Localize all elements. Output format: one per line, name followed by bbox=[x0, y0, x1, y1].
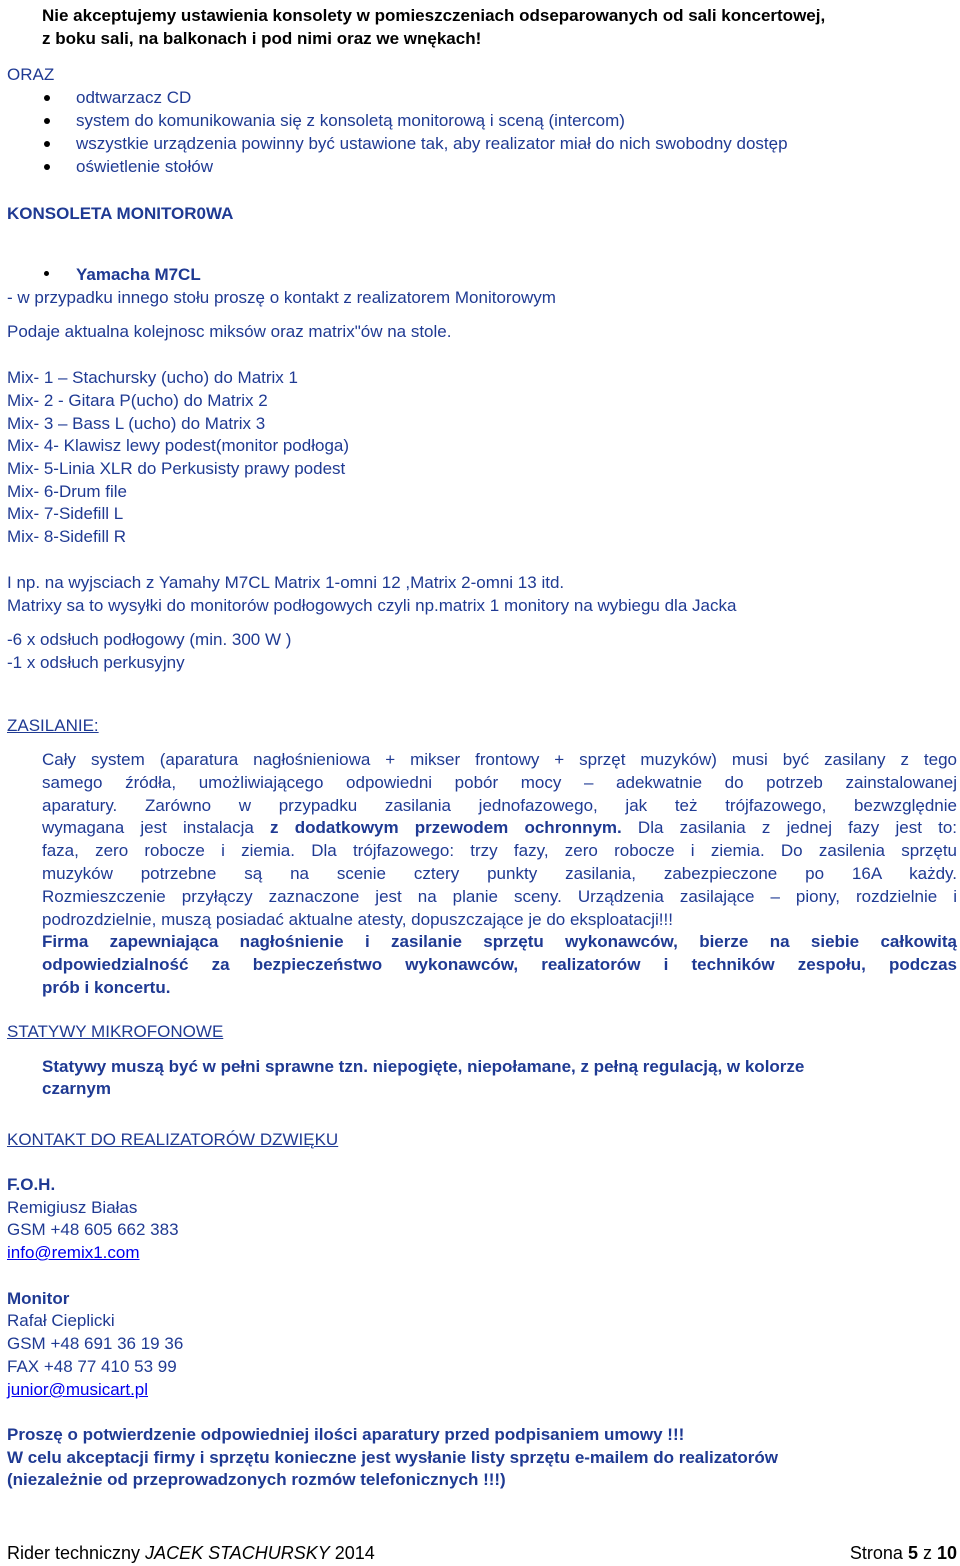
bullet-icon bbox=[44, 164, 50, 170]
text-run: Dla zasilania z jednej fazy jest to: bbox=[621, 818, 958, 838]
stands-line-2: czarnym bbox=[42, 1079, 111, 1098]
paragraph-line: aparatury. Zarówno w przypadku zasilania jednofazowego, jak też trójfazowego, bezwzględnie bbox=[42, 795, 957, 815]
list-item: Mix- 6-Drum file bbox=[7, 482, 127, 501]
list-item: odtwarzacz CD bbox=[76, 88, 192, 107]
monitor-name: Rafał Cieplicki bbox=[7, 1311, 115, 1330]
list-item: Mix- 7-Sidefill L bbox=[7, 504, 124, 523]
page-current: 5 bbox=[907, 1543, 918, 1563]
monitor-email-link[interactable]: junior@musicart.pl bbox=[7, 1380, 149, 1399]
list-item: Mix- 8-Sidefill R bbox=[7, 527, 127, 546]
monitor-requirement-2: -1 x odsłuch perkusyjny bbox=[7, 653, 185, 672]
monitor-label: Monitor bbox=[7, 1289, 70, 1308]
oraz-heading: ORAZ bbox=[7, 65, 55, 84]
paragraph-line-bold: Firma zapewniająca nagłośnienie i zasilanie sprzętu wykonawców, bierze na siebie całkowitą bbox=[42, 932, 957, 952]
contacts-heading: KONTAKT DO REALIZATORÓW DZWIĘKU bbox=[7, 1130, 339, 1149]
footer-artist: JACEK STACHURSKY bbox=[145, 1543, 330, 1563]
list-item: wszystkie urządzenia powinny być ustawione tak, aby realizator miał do nich swobodny dostęp bbox=[76, 134, 788, 153]
list-item: Mix- 4- Klawisz lewy podest(monitor podłoga) bbox=[7, 436, 350, 455]
intro-line-2: z boku sali, na balkonach i pod nimi oraz we wnękach! bbox=[42, 29, 482, 48]
list-item: system do komunikowania się z konsoletą monitorową i sceną (intercom) bbox=[76, 111, 625, 130]
closing-line-1: Proszę o potwierdzenie odpowiedniej ilości aparatury przed podpisaniem umowy !!! bbox=[7, 1425, 685, 1444]
foh-phone: GSM +48 605 662 383 bbox=[7, 1220, 179, 1239]
footer-prefix: Rider techniczny bbox=[7, 1543, 146, 1563]
closing-line-2: W celu akceptacji firmy i sprzętu konieczne jest wysłanie listy sprzętu e-mailem do realizatorów bbox=[7, 1448, 778, 1467]
foh-email-link[interactable]: info@remix1.com bbox=[7, 1243, 140, 1262]
list-item: Mix- 5-Linia XLR do Perkusisty prawy podest bbox=[7, 459, 346, 478]
console-note: - w przypadku innego stołu proszę o kontakt z realizatorem Monitorowym bbox=[7, 288, 556, 307]
closing-line-3: (niezależnie od przeprowadzonych rozmów telefonicznych !!!) bbox=[7, 1470, 506, 1489]
order-note: Podaje aktualna kolejnosc miksów oraz matrix"ów na stole. bbox=[7, 322, 452, 341]
paragraph-line: muzyków potrzebne są na scenie cztery punkty zasilania, zabezpieczone po 16A każdy. bbox=[42, 863, 957, 883]
footer-title bbox=[7, 1542, 375, 1564]
paragraph-line: faza, zero robocze i ziemia. Dla trójfazowego: trzy fazy, zero robocze i ziemia. Do zasilenia sprzętu bbox=[42, 841, 957, 861]
matrix-example-1: I np. na wyjsciach z Yamahy M7CL Matrix 1-omni 12 ,Matrix 2-omni 13 itd. bbox=[7, 573, 565, 592]
bullet-icon bbox=[44, 141, 50, 147]
paragraph-line-bold: odpowiedzialność za bezpieczeństwo wykonawców, realizatorów i techników zespołu, podczas bbox=[42, 955, 957, 975]
monitor-fax: FAX +48 77 410 53 99 bbox=[7, 1357, 177, 1376]
page-label: Strona bbox=[849, 1543, 908, 1563]
monitor-requirement-1: -6 x odsłuch podłogowy (min. 300 W ) bbox=[7, 630, 292, 649]
monitor-phone: GSM +48 691 36 19 36 bbox=[7, 1334, 184, 1353]
list-item: Mix- 2 - Gitara P(ucho) do Matrix 2 bbox=[7, 391, 268, 410]
list-item: Mix- 3 – Bass L (ucho) do Matrix 3 bbox=[7, 414, 266, 433]
list-item: oświetlenie stołów bbox=[76, 157, 214, 176]
stands-line-1: Statywy muszą być w pełni sprawne tzn. niepogięte, niepołamane, z pełną regulacją, w kolorze bbox=[42, 1057, 805, 1076]
console-model: Yamacha M7CL bbox=[76, 265, 201, 284]
paragraph-line: samego źródła, umożliwiającego odpowiedni pobór mocy – adekwatnie do potrzeb zainstalowanej bbox=[42, 772, 957, 792]
page-separator: z bbox=[917, 1543, 937, 1563]
bullet-icon bbox=[44, 118, 50, 124]
page-total: 10 bbox=[936, 1543, 957, 1563]
foh-name: Remigiusz Białas bbox=[7, 1198, 138, 1217]
foh-label: F.O.H. bbox=[7, 1175, 56, 1194]
bold-text-run: z dodatkowym przewodem ochronnym. bbox=[270, 818, 622, 838]
monitor-console-heading: KONSOLETA MONITOR0WA bbox=[7, 204, 234, 223]
paragraph-line: podrozdzielnie, muszą posiadać aktualne atesty, dopuszczające je do eksploatacji!!! bbox=[42, 909, 673, 929]
list-item: Mix- 1 – Stachursky (ucho) do Matrix 1 bbox=[7, 368, 298, 387]
paragraph-line bbox=[42, 817, 957, 840]
intro-line-1: Nie akceptujemy ustawienia konsolety w pomieszczeniach odseparowanych od sali koncertowej, bbox=[42, 6, 826, 25]
footer-year: 2014 bbox=[329, 1543, 375, 1563]
bullet-icon bbox=[44, 95, 50, 101]
paragraph-line: Rozmieszczenie przyłączy zaznaczone jest na planie sceny. Urządzenia zasilające – piony, rozdzielnie i bbox=[42, 886, 957, 906]
page-number bbox=[850, 1542, 957, 1564]
paragraph-line: Cały system (aparatura nagłośnieniowa + mikser frontowy + sprzęt muzyków) musi być zasilany z tego bbox=[42, 750, 957, 769]
stands-heading: STATYWY MIKROFONOWE bbox=[7, 1022, 224, 1041]
bullet-icon bbox=[44, 271, 49, 276]
power-paragraph bbox=[42, 749, 957, 1000]
power-heading: ZASILANIE: bbox=[7, 716, 99, 735]
paragraph-line-bold: prób i koncertu. bbox=[42, 977, 171, 997]
text-run: wymagana jest instalacja bbox=[42, 818, 271, 838]
matrix-example-2: Matrixy sa to wysyłki do monitorów podłogowych czyli np.matrix 1 monitory na wybiegu dla Jacka bbox=[7, 596, 737, 615]
